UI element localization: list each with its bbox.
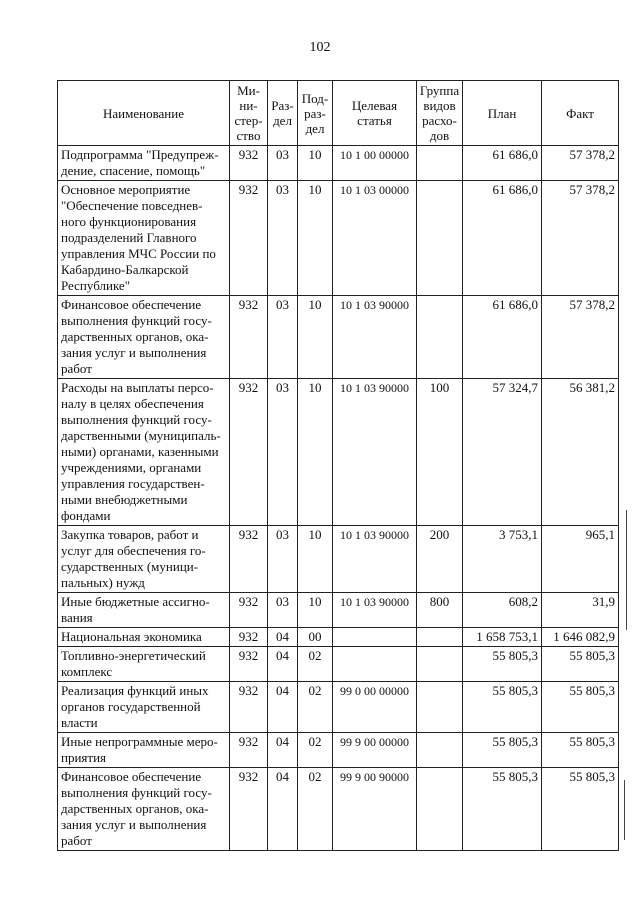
row-plan: 61 686,0 xyxy=(463,181,542,296)
row-plan: 55 805,3 xyxy=(463,647,542,682)
row-subsection: 10 xyxy=(298,593,333,628)
row-section: 04 xyxy=(268,647,298,682)
row-fact: 57 378,2 xyxy=(542,146,619,181)
row-plan: 1 658 753,1 xyxy=(463,628,542,647)
row-section: 03 xyxy=(268,593,298,628)
header-name: Наименование xyxy=(58,81,230,146)
header-section: Раз- дел xyxy=(268,81,298,146)
table-row xyxy=(58,526,619,593)
row-section: 03 xyxy=(268,526,298,593)
row-fact: 31,9 xyxy=(542,593,619,628)
table-row xyxy=(58,628,619,647)
row-name: Основное мероприятие "Обеспечение повседнев- ного функционирования подразделений Главного управления МЧС России по Кабардино-Балкарской Республике" xyxy=(58,181,230,296)
row-subsection: 02 xyxy=(298,768,333,851)
row-target: 10 1 03 90000 xyxy=(333,593,417,628)
row-ministry: 932 xyxy=(230,768,268,851)
row-name: Реализация функций иных органов государственной власти xyxy=(58,682,230,733)
row-expense-group: 800 xyxy=(417,593,463,628)
row-fact: 55 805,3 xyxy=(542,768,619,851)
row-ministry: 932 xyxy=(230,181,268,296)
row-section: 04 xyxy=(268,768,298,851)
row-target: 10 1 03 90000 xyxy=(333,296,417,379)
row-expense-group xyxy=(417,296,463,379)
row-subsection: 02 xyxy=(298,647,333,682)
row-plan: 55 805,3 xyxy=(463,733,542,768)
row-section: 04 xyxy=(268,733,298,768)
row-section: 04 xyxy=(268,628,298,647)
row-target: 99 9 00 90000 xyxy=(333,768,417,851)
row-ministry: 932 xyxy=(230,733,268,768)
row-fact: 55 805,3 xyxy=(542,647,619,682)
row-expense-group xyxy=(417,682,463,733)
table-row xyxy=(58,181,619,296)
row-expense-group: 100 xyxy=(417,379,463,526)
row-expense-group xyxy=(417,768,463,851)
header-fact: Факт xyxy=(542,81,619,146)
table-row xyxy=(58,146,619,181)
row-section: 04 xyxy=(268,682,298,733)
row-expense-group xyxy=(417,733,463,768)
row-name: Расходы на выплаты персо- налу в целях обеспечения выполнения функций госу- дарственными (муниципаль- ными) органами, казенными учреждениями, органами управления государствен- ными внебюджетными фондами xyxy=(58,379,230,526)
row-section: 03 xyxy=(268,296,298,379)
row-subsection: 10 xyxy=(298,181,333,296)
row-expense-group xyxy=(417,181,463,296)
table-row xyxy=(58,768,619,851)
row-plan: 3 753,1 xyxy=(463,526,542,593)
row-subsection: 10 xyxy=(298,526,333,593)
row-target xyxy=(333,647,417,682)
row-fact: 56 381,2 xyxy=(542,379,619,526)
row-target: 10 1 03 90000 xyxy=(333,379,417,526)
row-subsection: 10 xyxy=(298,296,333,379)
row-name: Подпрограмма "Предупреж- дение, спасение, помощь" xyxy=(58,146,230,181)
row-subsection: 00 xyxy=(298,628,333,647)
row-name: Закупка товаров, работ и услуг для обеспечения го- сударственных (муници- пальных) нужд xyxy=(58,526,230,593)
row-name: Финансовое обеспечение выполнения функций госу- дарственных органов, ока- зания услуг и выполнения работ xyxy=(58,768,230,851)
row-name: Иные непрограммные меро- приятия xyxy=(58,733,230,768)
row-subsection: 10 xyxy=(298,379,333,526)
header-expense-group: Группа видов расхо- дов xyxy=(417,81,463,146)
table-row xyxy=(58,682,619,733)
row-plan: 608,2 xyxy=(463,593,542,628)
header-plan: План xyxy=(463,81,542,146)
header-ministry: Ми- ни- стер- ство xyxy=(230,81,268,146)
row-ministry: 932 xyxy=(230,146,268,181)
table-row xyxy=(58,647,619,682)
row-plan: 57 324,7 xyxy=(463,379,542,526)
row-fact: 1 646 082,9 xyxy=(542,628,619,647)
row-section: 03 xyxy=(268,379,298,526)
row-ministry: 932 xyxy=(230,682,268,733)
scan-edge-mark xyxy=(624,780,625,840)
budget-table xyxy=(57,80,619,851)
row-ministry: 932 xyxy=(230,647,268,682)
row-plan: 61 686,0 xyxy=(463,296,542,379)
table-row xyxy=(58,379,619,526)
row-subsection: 02 xyxy=(298,733,333,768)
table-header-row xyxy=(58,81,619,146)
row-section: 03 xyxy=(268,181,298,296)
row-fact: 55 805,3 xyxy=(542,733,619,768)
header-target: Целевая статья xyxy=(333,81,417,146)
row-subsection: 10 xyxy=(298,146,333,181)
row-fact: 965,1 xyxy=(542,526,619,593)
row-target: 99 9 00 00000 xyxy=(333,733,417,768)
row-name: Иные бюджетные ассигно- вания xyxy=(58,593,230,628)
row-fact: 57 378,2 xyxy=(542,296,619,379)
row-fact: 55 805,3 xyxy=(542,682,619,733)
row-plan: 61 686,0 xyxy=(463,146,542,181)
table-row xyxy=(58,733,619,768)
row-section: 03 xyxy=(268,146,298,181)
row-target: 10 1 03 90000 xyxy=(333,526,417,593)
row-target: 99 0 00 00000 xyxy=(333,682,417,733)
row-ministry: 932 xyxy=(230,526,268,593)
row-ministry: 932 xyxy=(230,628,268,647)
row-ministry: 932 xyxy=(230,296,268,379)
page-number: 102 xyxy=(309,40,331,55)
row-target xyxy=(333,628,417,647)
row-plan: 55 805,3 xyxy=(463,768,542,851)
row-name: Национальная экономика xyxy=(58,628,230,647)
row-target: 10 1 00 00000 xyxy=(333,146,417,181)
row-expense-group xyxy=(417,647,463,682)
header-subsection: Под- раз- дел xyxy=(298,81,333,146)
row-target: 10 1 03 00000 xyxy=(333,181,417,296)
table-row xyxy=(58,296,619,379)
row-fact: 57 378,2 xyxy=(542,181,619,296)
row-plan: 55 805,3 xyxy=(463,682,542,733)
row-name: Топливно-энергетический комплекс xyxy=(58,647,230,682)
row-subsection: 02 xyxy=(298,682,333,733)
row-expense-group xyxy=(417,146,463,181)
row-expense-group xyxy=(417,628,463,647)
row-ministry: 932 xyxy=(230,593,268,628)
row-ministry: 932 xyxy=(230,379,268,526)
row-expense-group: 200 xyxy=(417,526,463,593)
scan-edge-mark xyxy=(626,510,627,630)
table-row xyxy=(58,593,619,628)
row-name: Финансовое обеспечение выполнения функций госу- дарственных органов, ока- зания услуг и выполнения работ xyxy=(58,296,230,379)
